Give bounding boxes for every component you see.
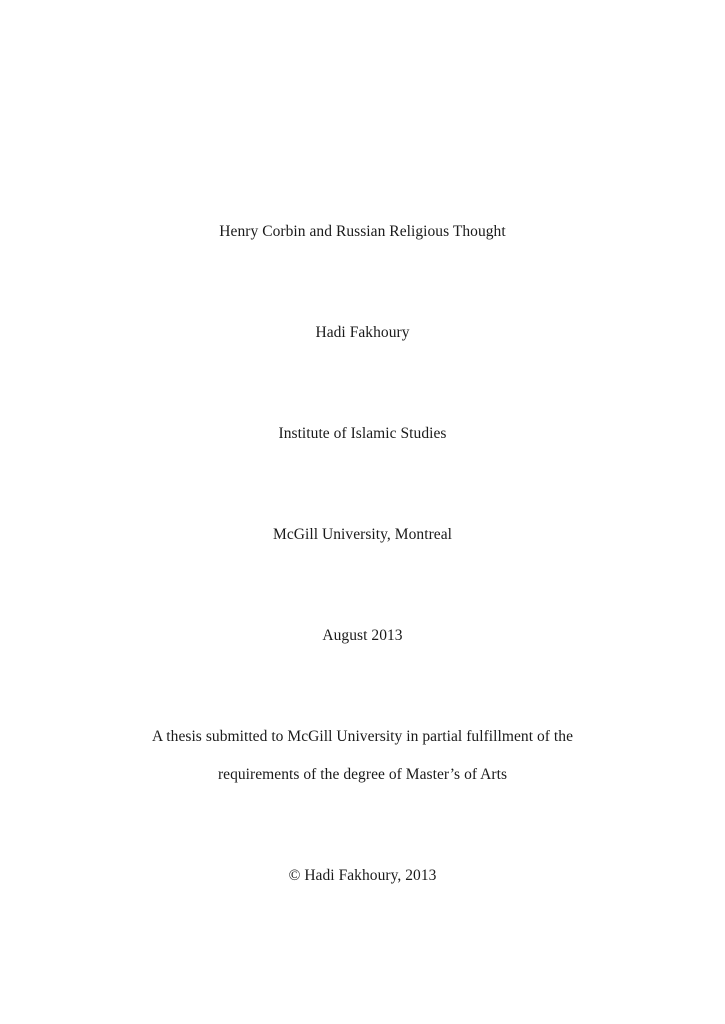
- submission-date: August 2013: [322, 627, 403, 644]
- thesis-title: Henry Corbin and Russian Religious Thought: [219, 223, 506, 240]
- author-name: Hadi Fakhoury: [315, 324, 410, 341]
- thesis-statement-line-2: requirements of the degree of Master’s of Arts: [217, 766, 508, 783]
- institute-name: Institute of Islamic Studies: [278, 425, 447, 442]
- university-location: McGill University, Montreal: [273, 526, 452, 543]
- thesis-statement-line-1: A thesis submitted to McGill University in partial fulfillment of the: [151, 728, 574, 745]
- copyright-notice: © Hadi Fakhoury, 2013: [288, 867, 437, 884]
